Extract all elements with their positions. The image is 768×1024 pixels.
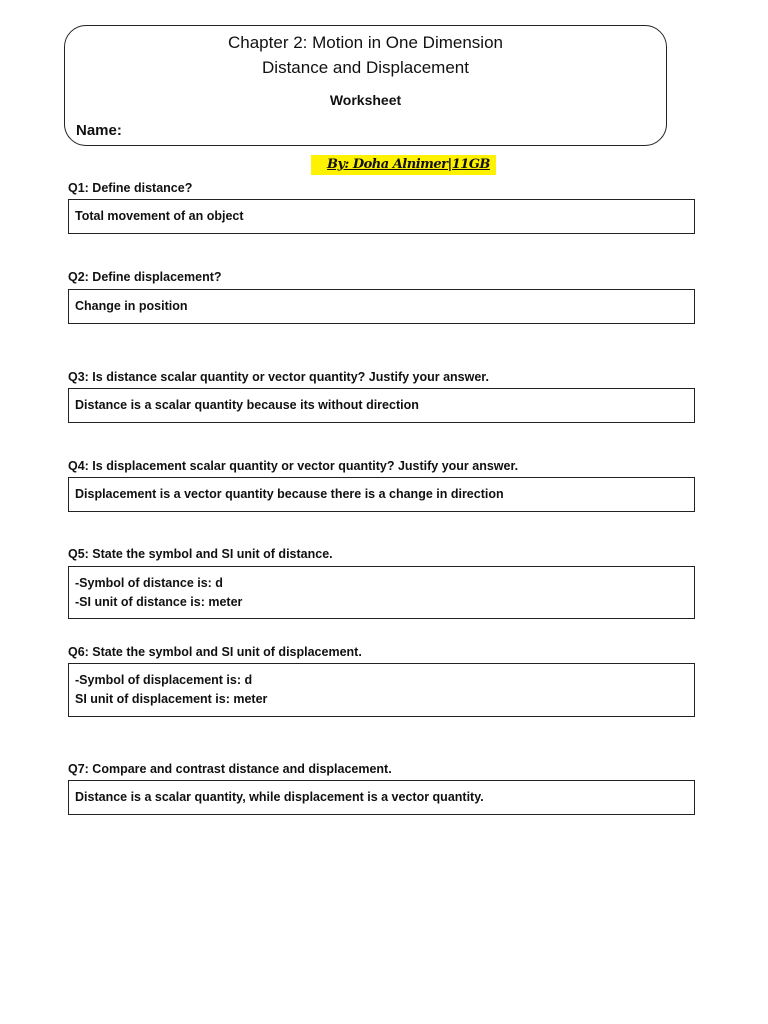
author-highlight: By: Doha Alnimer|11GB <box>311 155 496 175</box>
answer-4-line-1: Displacement is a vector quantity because there is a change in direction <box>75 487 504 501</box>
answer-box-2 <box>68 289 695 324</box>
answer-5-line-2: -SI unit of distance is: meter <box>75 595 243 609</box>
worksheet-header <box>64 25 667 146</box>
question-2: Q2: Define displacement? <box>68 270 222 284</box>
topic-title: Distance and Displacement <box>262 58 469 77</box>
answer-box-3 <box>68 388 695 423</box>
question-5: Q5: State the symbol and SI unit of distance. <box>68 547 333 561</box>
answer-box-6 <box>68 663 695 717</box>
question-6: Q6: State the symbol and SI unit of displacement. <box>68 645 362 659</box>
answer-2-line-1: Change in position <box>75 299 188 313</box>
answer-6-line-2: SI unit of displacement is: meter <box>75 692 268 706</box>
answer-box-7 <box>68 780 695 815</box>
question-1: Q1: Define distance? <box>68 181 193 195</box>
answer-3-line-1: Distance is a scalar quantity because its without direction <box>75 398 419 412</box>
answer-box-1 <box>68 199 695 234</box>
answer-5-line-1: -Symbol of distance is: d <box>75 576 223 590</box>
answer-1-line-1: Total movement of an object <box>75 209 244 223</box>
answer-box-4 <box>68 477 695 512</box>
name-label: Name: <box>76 122 122 139</box>
answer-7-line-1: Distance is a scalar quantity, while displacement is a vector quantity. <box>75 790 484 804</box>
question-4: Q4: Is displacement scalar quantity or vector quantity? Justify your answer. <box>68 459 519 473</box>
question-3: Q3: Is distance scalar quantity or vector quantity? Justify your answer. <box>68 370 489 384</box>
question-7: Q7: Compare and contrast distance and displacement. <box>68 762 392 776</box>
worksheet-label: Worksheet <box>329 92 402 108</box>
chapter-title: Chapter 2: Motion in One Dimension <box>228 33 503 52</box>
answer-6-line-1: -Symbol of displacement is: d <box>75 673 253 687</box>
answer-box-5 <box>68 566 695 619</box>
